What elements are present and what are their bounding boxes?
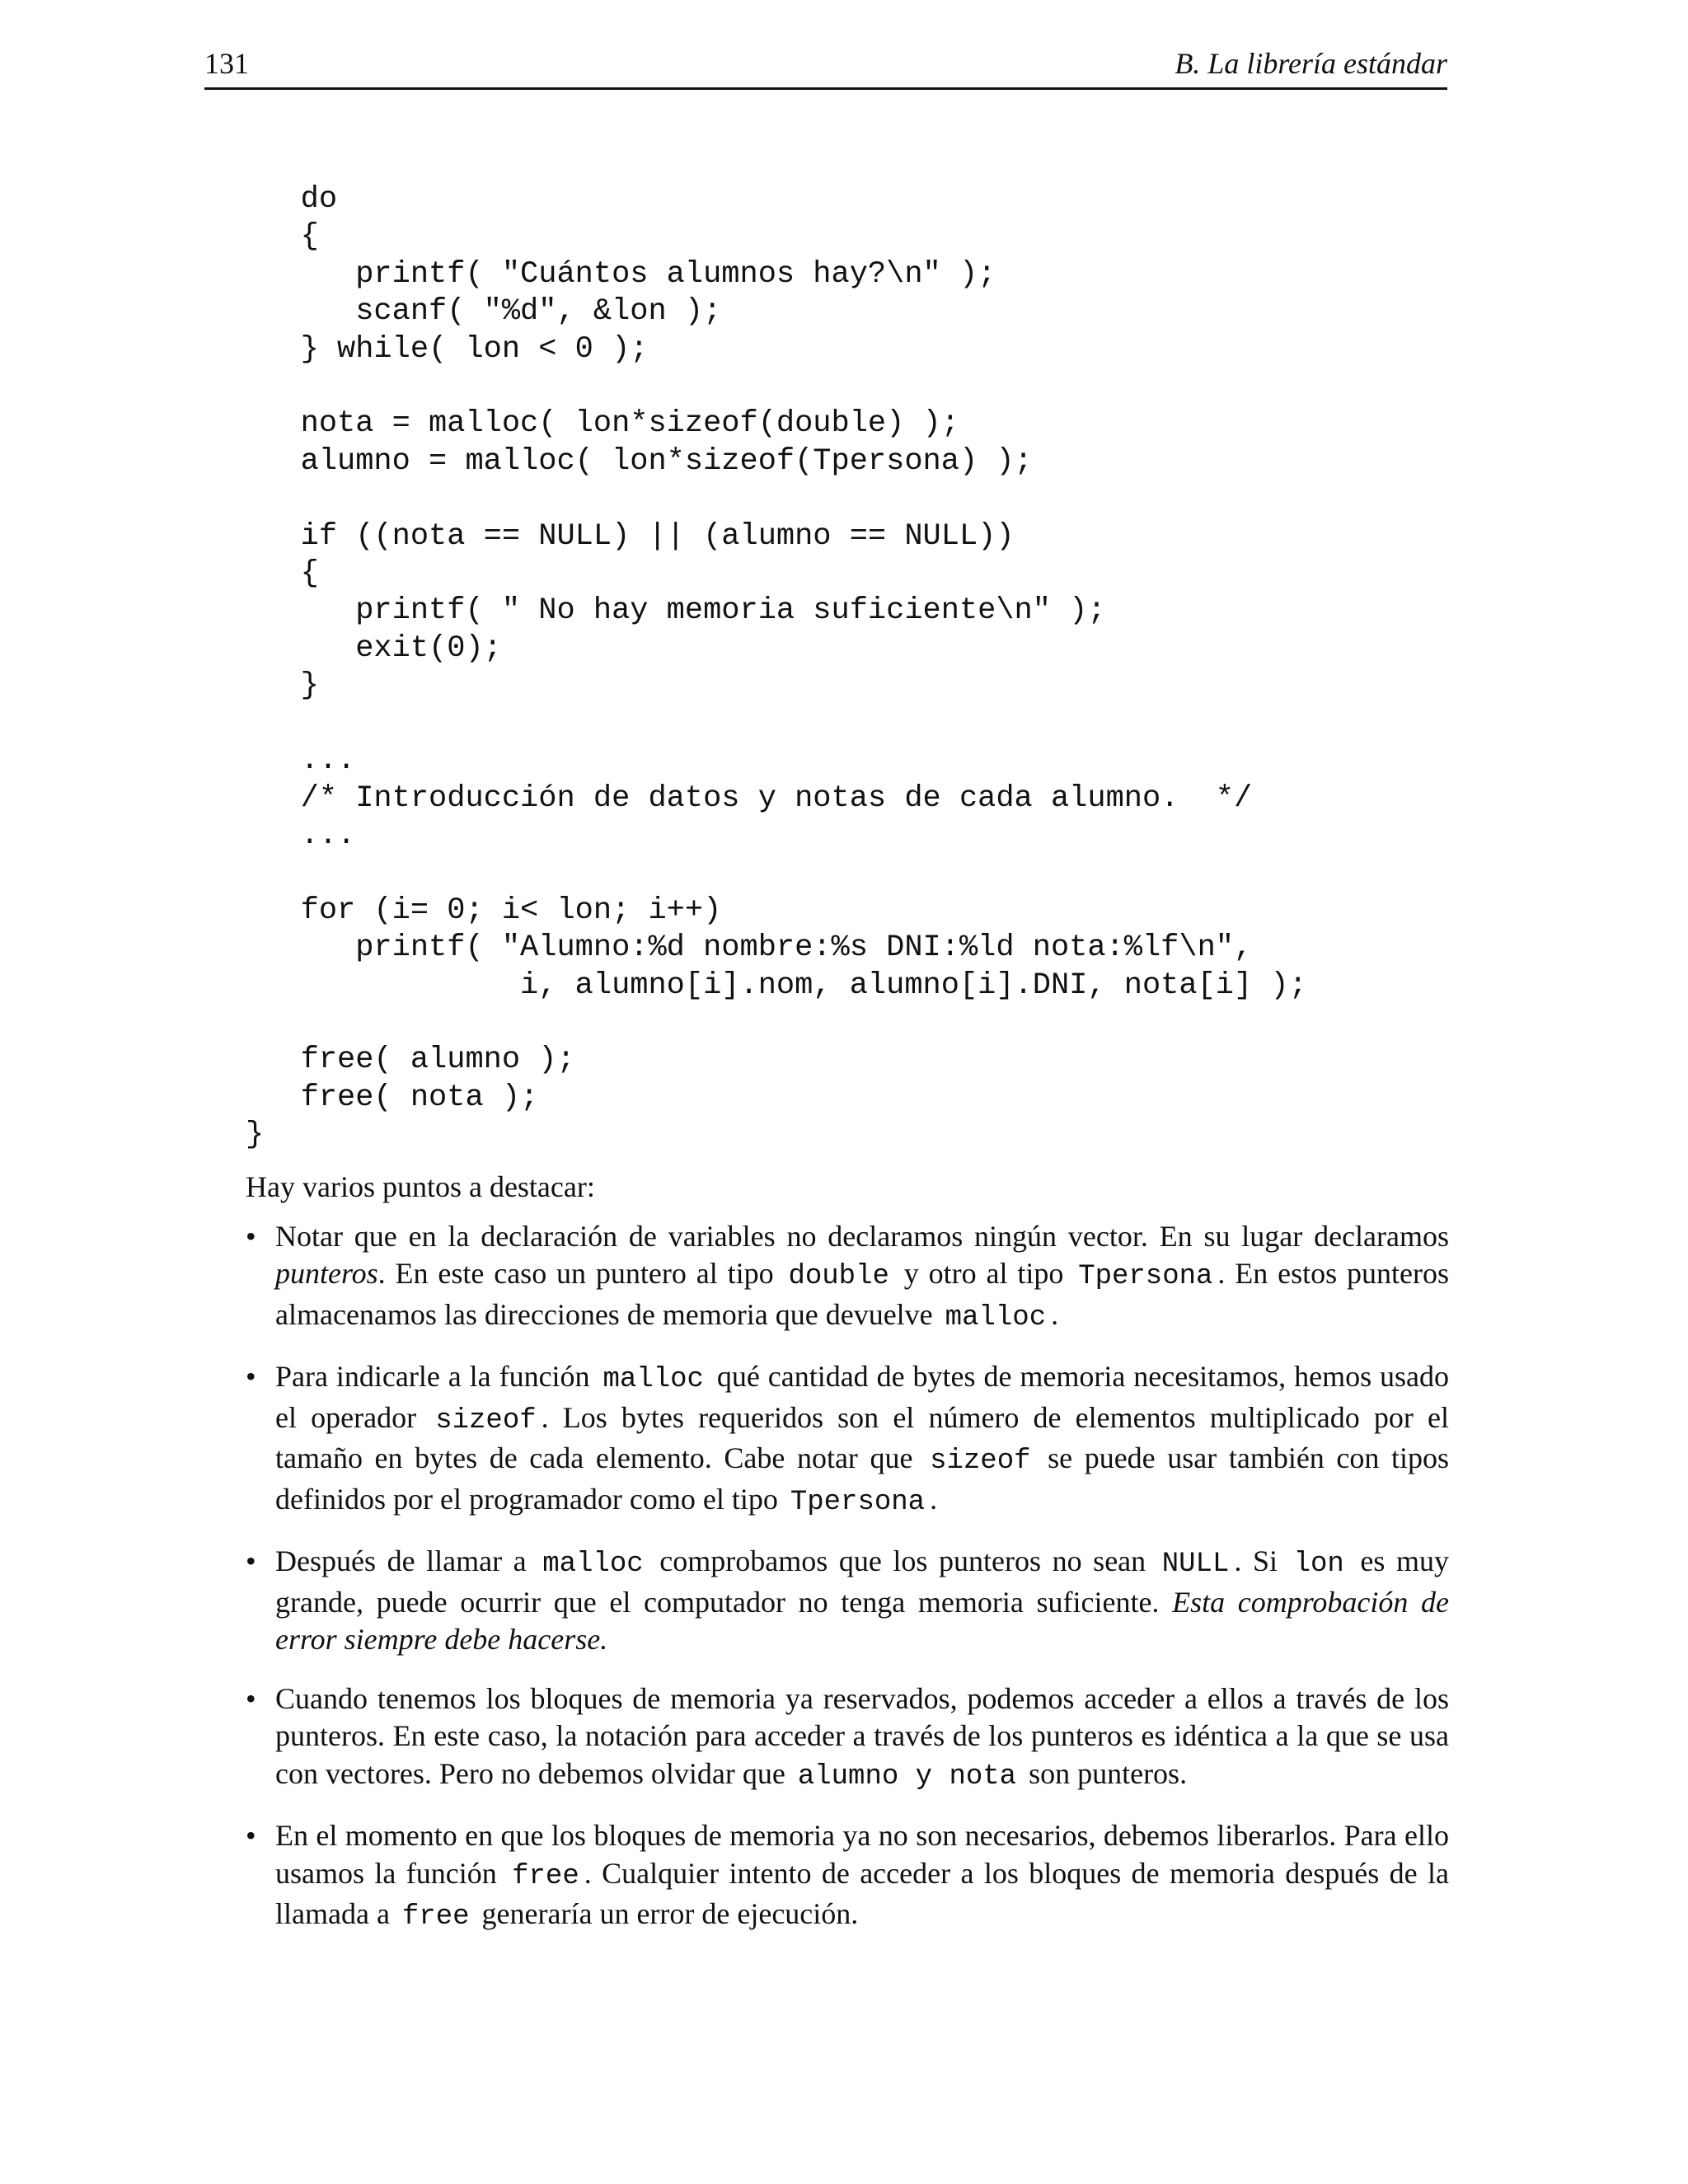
- page-number: 131: [204, 47, 249, 80]
- intro-paragraph: Hay varios puntos a destacar:: [246, 1170, 595, 1203]
- bullet-text: . Cualquier intento de acceder a los bloques de memoria después de la llamada a: [275, 1856, 1449, 1930]
- bullet-icon: •: [246, 1681, 256, 1715]
- inline-code: double: [788, 1261, 889, 1292]
- body-text: [246, 1169, 1449, 1958]
- bullet-text: Después de llamar a: [275, 1544, 538, 1577]
- emphasis-text: punteros: [275, 1257, 378, 1290]
- inline-code: malloc: [542, 1549, 644, 1580]
- bullet-text: . Si: [1234, 1544, 1289, 1577]
- bullet-text: son punteros.: [1021, 1756, 1188, 1790]
- bullet-text: y otro al tipo: [893, 1257, 1074, 1290]
- bullet-item: [246, 1543, 1449, 1659]
- bullet-text: qué cantidad de bytes de memoria necesitamos, hemos usado el operador: [275, 1360, 1450, 1434]
- bullet-text: . Los bytes requeridos son el número de elementos multiplicado por el tamaño en bytes de cada elemento. Cabe notar que: [275, 1400, 1450, 1474]
- bullet-text: Para indicarle a la función: [275, 1360, 598, 1393]
- bullet-text: .: [930, 1482, 938, 1516]
- inline-code: Tpersona: [790, 1486, 926, 1518]
- inline-code: sizeof: [930, 1446, 1031, 1477]
- bullet-text: generaría un error de ejecución.: [474, 1897, 859, 1930]
- inline-code: sizeof: [435, 1404, 537, 1436]
- page-header: [204, 43, 1447, 90]
- bullet-text: . En este caso un puntero al tipo: [377, 1257, 784, 1290]
- inline-code: NULL: [1161, 1549, 1230, 1580]
- bullet-icon: •: [246, 1819, 256, 1852]
- inline-code: malloc: [945, 1301, 1047, 1333]
- bullet-list: [246, 1218, 1449, 1937]
- inline-code: free: [512, 1860, 579, 1892]
- inline-code: Tpersona: [1078, 1261, 1213, 1292]
- bullet-text: . En estos punteros almacenamos las direcciones de memoria que devuelve: [275, 1257, 1449, 1331]
- bullet-text: .: [1051, 1297, 1059, 1331]
- bullet-text: es muy grande, puede ocurrir que el computador no tenga memoria suficiente.: [275, 1544, 1449, 1619]
- inline-code: free: [401, 1901, 470, 1933]
- bullet-icon: •: [246, 1219, 256, 1253]
- bullet-icon: •: [246, 1544, 256, 1577]
- code-listing: do { printf( "Cuántos alumnos hay?\n" ); scanf( "%d", &lon ); } while( lon < 0 ); nota = malloc( lon*sizeof(double) ); alumno = malloc( lon*sizeof(Tpersona) ); if ((nota == NULL) || (alumno == NULL)) { printf( " No hay memoria suficiente\n" ); exit(0); } ... /* Introducción de datos y notas de cada alumno. */ ... for (i= 0; i< lon; i++) printf( "Alumno:%d nombre:%s DNI:%ld nota:%lf\n", i, alumno[i].nom, alumno[i].DNI, nota[i] ); free( alumno ); free( nota ); }: [246, 182, 1307, 1153]
- bullet-item: [246, 1218, 1449, 1338]
- bullet-item: [246, 1817, 1449, 1937]
- bullet-item: [246, 1680, 1449, 1797]
- emphasis-text: Esta comprobación de error siempre debe hacerse.: [275, 1585, 1449, 1656]
- bullet-text: se puede usar también con tipos definidos por el programador como el tipo: [275, 1441, 1449, 1516]
- bullet-text: Cuando tenemos los bloques de memoria ya reservados, podemos acceder a ellos a través de los punteros. En este caso, la notación para acceder a través de los punteros es idéntica a la que se usa con vectores. Pero no debemos olvidar que: [275, 1681, 1449, 1790]
- bullet-text: Notar que en la declaración de variables no declaramos ningún vector. En su lugar declaramos: [275, 1219, 1449, 1253]
- inline-code: malloc: [603, 1364, 704, 1395]
- inline-code: alumno y nota: [797, 1760, 1017, 1793]
- inline-code: lon: [1293, 1549, 1344, 1580]
- bullet-item: [246, 1358, 1449, 1521]
- running-title: B. La librería estándar: [1175, 47, 1447, 80]
- bullet-text: En el momento en que los bloques de memoria ya no son necesarios, debemos liberarlos. Para ello usamos la función: [275, 1819, 1449, 1890]
- bullet-icon: •: [246, 1360, 256, 1393]
- bullet-text: comprobamos que los punteros no sean: [648, 1544, 1157, 1577]
